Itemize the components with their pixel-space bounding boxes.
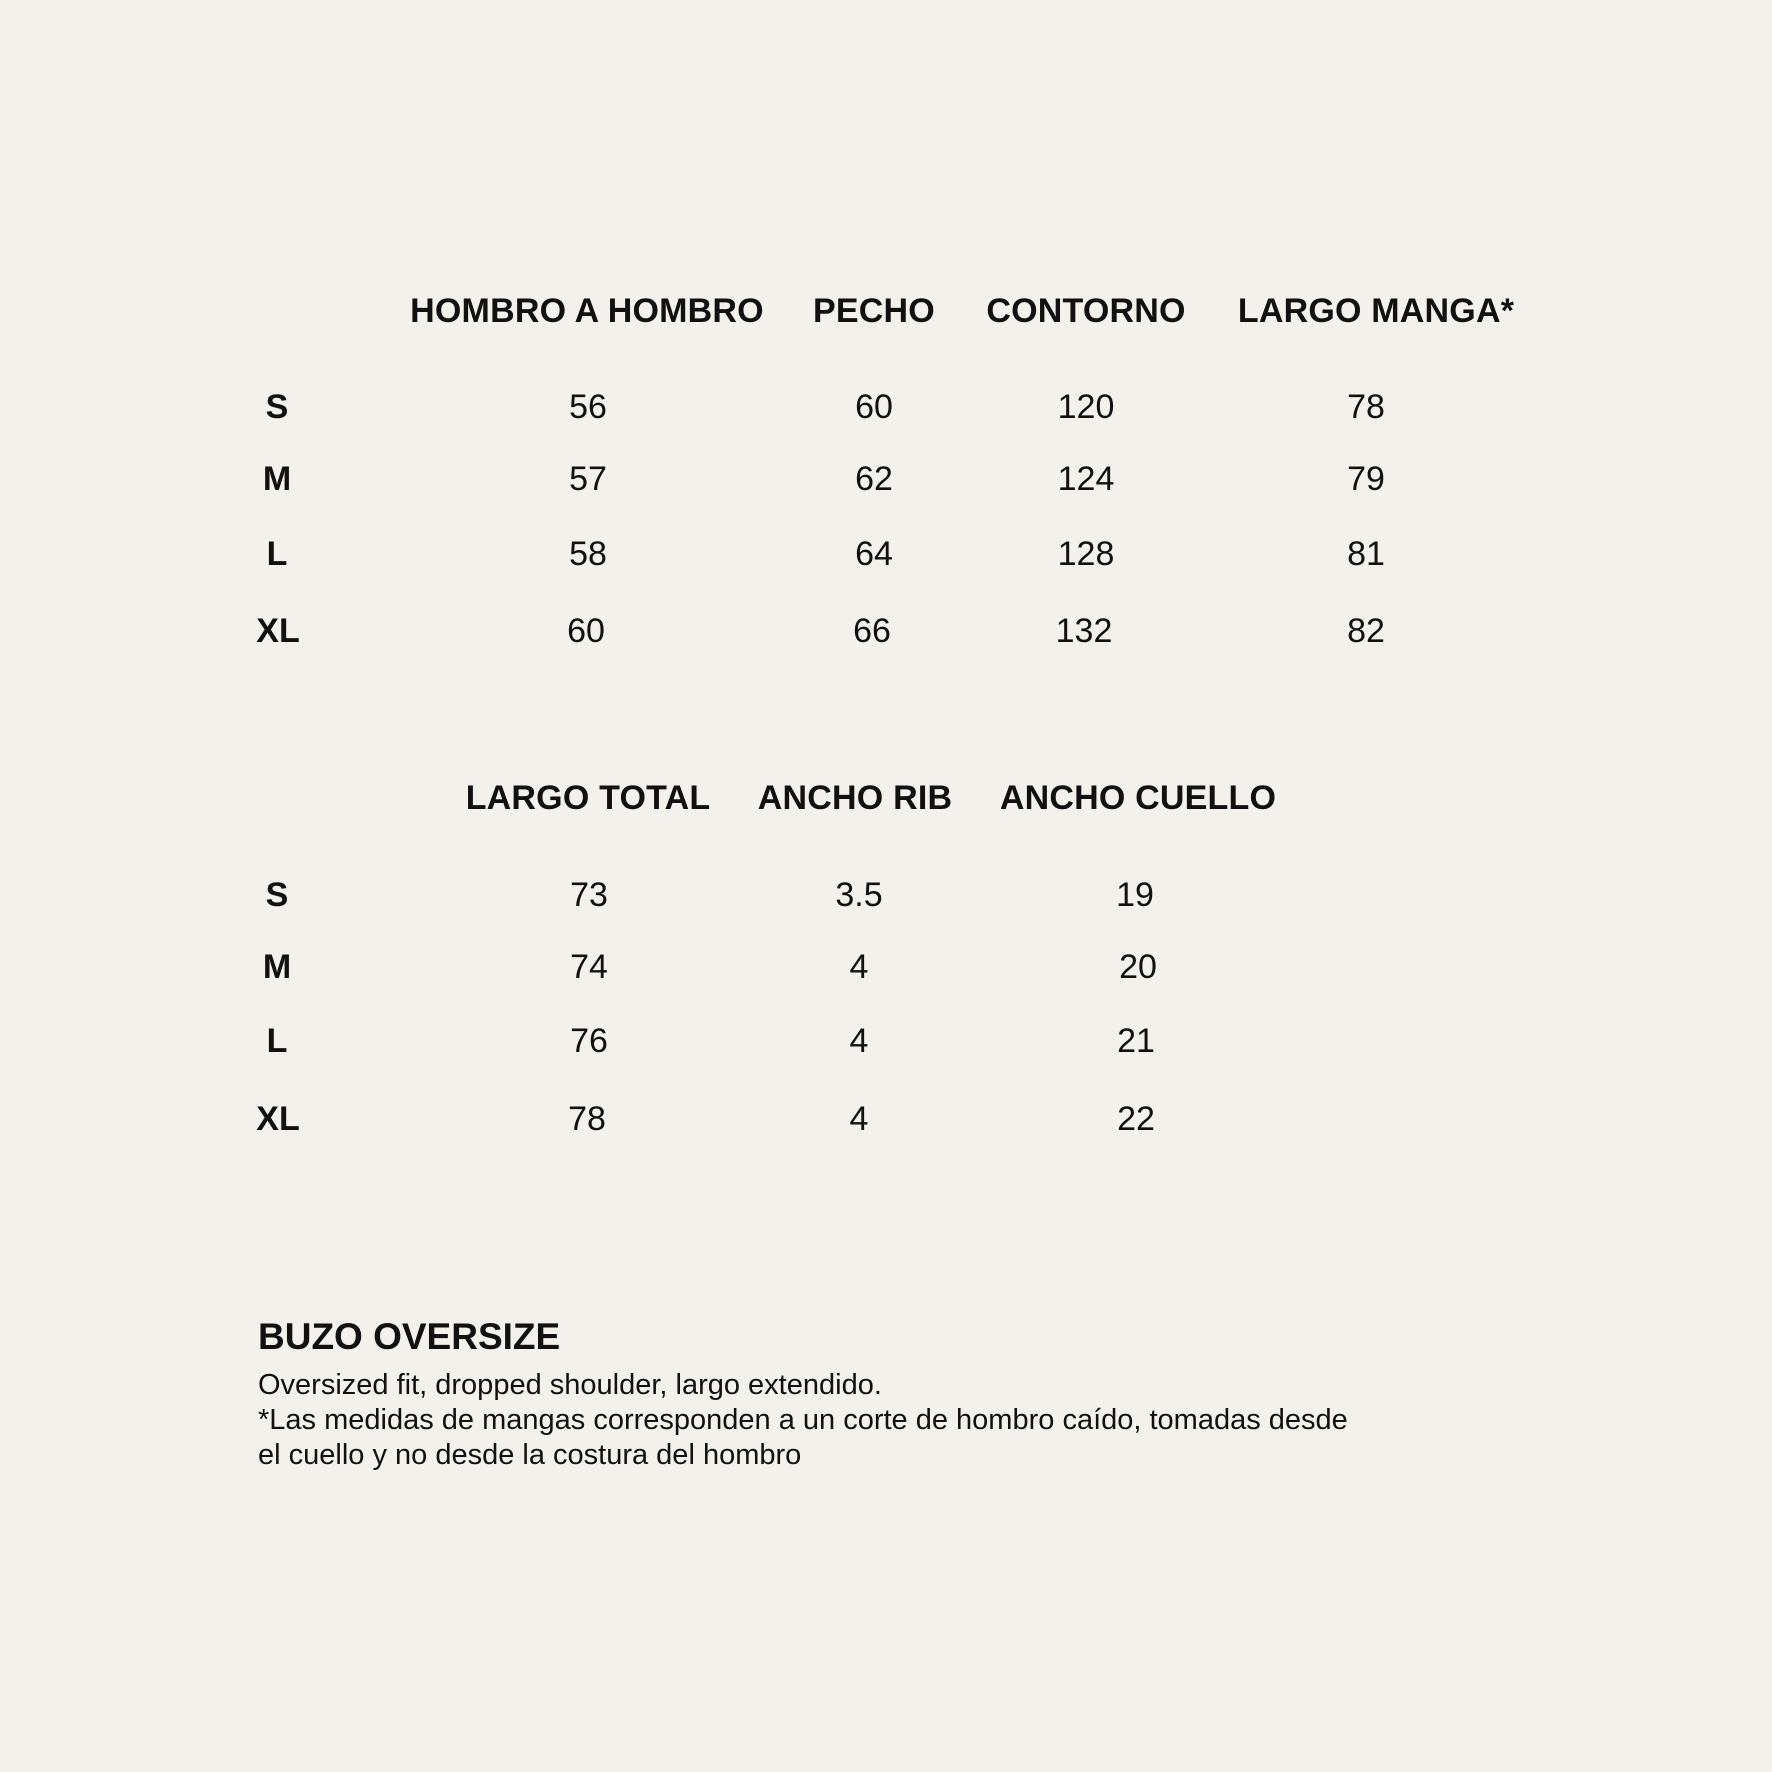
table-cell: 79 — [1347, 460, 1385, 498]
product-title: BUZO OVERSIZE — [258, 1316, 561, 1357]
column-header-ancho-cuello: ANCHO CUELLO — [999, 779, 1277, 817]
table-cell: 124 — [1057, 460, 1115, 498]
table-cell: 64 — [855, 535, 893, 573]
column-header-contorno: CONTORNO — [986, 292, 1186, 330]
size-label: XL — [256, 1100, 300, 1138]
table-cell: 78 — [568, 1100, 606, 1138]
table-cell: 21 — [1117, 1022, 1155, 1060]
sleeve-note-line-2: el cuello y no desde la costura del hombro — [258, 1439, 802, 1471]
sleeve-note-line-1: *Las medidas de mangas corresponden a un corte de hombro caído, tomadas desde — [258, 1404, 1348, 1436]
table-cell: 128 — [1057, 535, 1115, 573]
table-cell: 76 — [570, 1022, 608, 1060]
table-cell: 81 — [1347, 535, 1385, 573]
table-cell: 132 — [1055, 612, 1113, 650]
table-cell: 62 — [855, 460, 893, 498]
table-cell: 60 — [567, 612, 605, 650]
table-cell: 74 — [570, 948, 608, 986]
column-header-largo-total: LARGO TOTAL — [465, 779, 711, 817]
table-cell: 60 — [855, 388, 893, 426]
size-label: M — [262, 460, 292, 498]
size-label: L — [266, 1022, 288, 1060]
table-cell: 3.5 — [835, 876, 883, 914]
table-cell: 78 — [1347, 388, 1385, 426]
size-label: S — [265, 388, 289, 426]
column-header-largo-manga: LARGO MANGA* — [1237, 292, 1515, 330]
column-header-pecho: PECHO — [813, 292, 935, 330]
table-cell: 73 — [570, 876, 608, 914]
table-cell: 66 — [853, 612, 891, 650]
table-cell: 19 — [1116, 876, 1154, 914]
size-label: L — [266, 535, 288, 573]
table-cell: 4 — [849, 1022, 869, 1060]
table-cell: 22 — [1117, 1100, 1155, 1138]
size-label: XL — [256, 612, 300, 650]
column-header-ancho-rib: ANCHO RIB — [757, 779, 953, 817]
table-cell: 56 — [569, 388, 607, 426]
size-label: M — [262, 948, 292, 986]
table-cell: 58 — [569, 535, 607, 573]
table-cell: 4 — [849, 948, 869, 986]
product-description: Oversized fit, dropped shoulder, largo extendido. — [258, 1369, 882, 1401]
table-cell: 20 — [1119, 948, 1157, 986]
table-cell: 82 — [1347, 612, 1385, 650]
table-cell: 57 — [569, 460, 607, 498]
table-cell: 4 — [849, 1100, 869, 1138]
size-label: S — [265, 876, 289, 914]
column-header-hombro-a-hombro: HOMBRO A HOMBRO — [410, 292, 764, 330]
table-cell: 120 — [1057, 388, 1115, 426]
